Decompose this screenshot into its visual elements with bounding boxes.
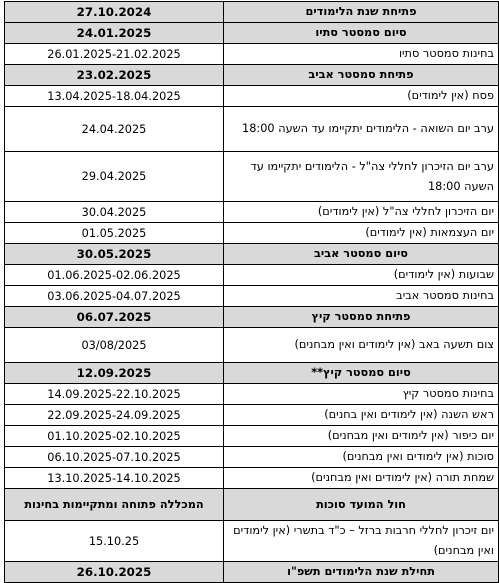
event-date-cell: המכללה פתוחה ומתקיימות בחינות — [5, 489, 224, 521]
event-name-cell: בחינות סמסטר קיץ — [224, 384, 499, 405]
calendar-row — [5, 286, 499, 307]
event-name-cell: יום זיכרון לחללי חרבות ברזל – כ"ד בתשרי (אין לימודים ואין מבחנים) — [224, 521, 499, 562]
calendar-row — [5, 65, 499, 86]
event-date-cell: 13.10.2025-14.10.2025 — [5, 468, 224, 489]
event-name-cell: בחינות סמסטר אביב — [224, 286, 499, 307]
event-name-cell: ערב יום הזיכרון לחללי צה"ל - הלימודים יתקיימו עד השעה 18:00 — [224, 152, 499, 202]
event-date-cell: 12.09.2025 — [5, 363, 224, 384]
event-date-cell: 01.10.2025-02.10.2025 — [5, 426, 224, 447]
event-name-cell: סוכות (אין לימודים ואין מבחנים) — [224, 447, 499, 468]
event-date-cell: 27.10.2024 — [5, 2, 224, 23]
event-date-cell: 30.04.2025 — [5, 202, 224, 223]
calendar-row — [5, 86, 499, 107]
event-date-cell: 06.07.2025 — [5, 307, 224, 328]
calendar-row — [5, 202, 499, 223]
calendar-row — [5, 426, 499, 447]
event-name-cell: יום כיפור (אין לימודים ואין מבחנים) — [224, 426, 499, 447]
event-name-cell: פתיחת שנת הלימודים — [224, 2, 499, 23]
calendar-row — [5, 521, 499, 562]
event-date-cell: 01.06.2025-02.06.2025 — [5, 265, 224, 286]
event-date-cell: 29.04.2025 — [5, 152, 224, 202]
event-date-cell: 06.10.2025-07.10.2025 — [5, 447, 224, 468]
event-date-cell: 26.01.2025-21.02.2025 — [5, 44, 224, 65]
event-name-cell: שמחת תורה (אין לימודים ואין מבחנים) — [224, 468, 499, 489]
event-name-cell: פתיחת סמסטר אביב — [224, 65, 499, 86]
calendar-row — [5, 328, 499, 363]
calendar-row — [5, 468, 499, 489]
event-name-cell: סיום סמסטר קיץ** — [224, 363, 499, 384]
event-date-cell: 24.01.2025 — [5, 23, 224, 44]
calendar-row — [5, 107, 499, 152]
calendar-row — [5, 2, 499, 23]
calendar-row — [5, 363, 499, 384]
event-name-cell: יום העצמאות (אין לימודים) — [224, 223, 499, 244]
calendar-row — [5, 307, 499, 328]
event-date-cell: 23.02.2025 — [5, 65, 224, 86]
event-name-cell: פסח (אין לימודים) — [224, 86, 499, 107]
academic-calendar-table — [4, 1, 499, 583]
calendar-row — [5, 562, 499, 583]
event-name-cell: סיום סמסטר אביב — [224, 244, 499, 265]
event-name-cell: יום הזיכרון לחללי צה"ל (אין לימודים) — [224, 202, 499, 223]
event-date-cell: 30.05.2025 — [5, 244, 224, 265]
calendar-body — [5, 2, 499, 583]
calendar-row — [5, 265, 499, 286]
event-name-cell: סיום סמסטר סתיו — [224, 23, 499, 44]
calendar-row — [5, 44, 499, 65]
event-date-cell: 22.09.2025-24.09.2025 — [5, 405, 224, 426]
event-name-cell: צום תשעה באב (אין לימודים ואין מבחנים) — [224, 328, 499, 363]
event-date-cell: 14.09.2025-22.10.2025 — [5, 384, 224, 405]
calendar-row — [5, 23, 499, 44]
event-name-cell: פתיחת סמסטר קיץ — [224, 307, 499, 328]
calendar-row — [5, 447, 499, 468]
calendar-row — [5, 489, 499, 521]
event-name-cell: שבועות (אין לימודים) — [224, 265, 499, 286]
event-date-cell: 24.04.2025 — [5, 107, 224, 152]
event-date-cell: 01.05.2025 — [5, 223, 224, 244]
event-name-cell: תחילת שנת הלימודים תשפ"ו — [224, 562, 499, 583]
event-name-cell: חול המועד סוכות — [224, 489, 499, 521]
calendar-row — [5, 384, 499, 405]
calendar-row — [5, 405, 499, 426]
event-date-cell: 15.10.25 — [5, 521, 224, 562]
event-date-cell: 03/08/2025 — [5, 328, 224, 363]
calendar-row — [5, 152, 499, 202]
event-name-cell: ראש השנה (אין לימודים ואין בחנים) — [224, 405, 499, 426]
event-date-cell: 26.10.2025 — [5, 562, 224, 583]
calendar-row — [5, 244, 499, 265]
event-date-cell: 13.04.2025-18.04.2025 — [5, 86, 224, 107]
event-name-cell: בחינות סמסטר סתיו — [224, 44, 499, 65]
calendar-row — [5, 223, 499, 244]
event-name-cell: ערב יום השואה - הלימודים יתקיימו עד השעה 18:00 — [224, 107, 499, 152]
event-date-cell: 03.06.2025-04.07.2025 — [5, 286, 224, 307]
